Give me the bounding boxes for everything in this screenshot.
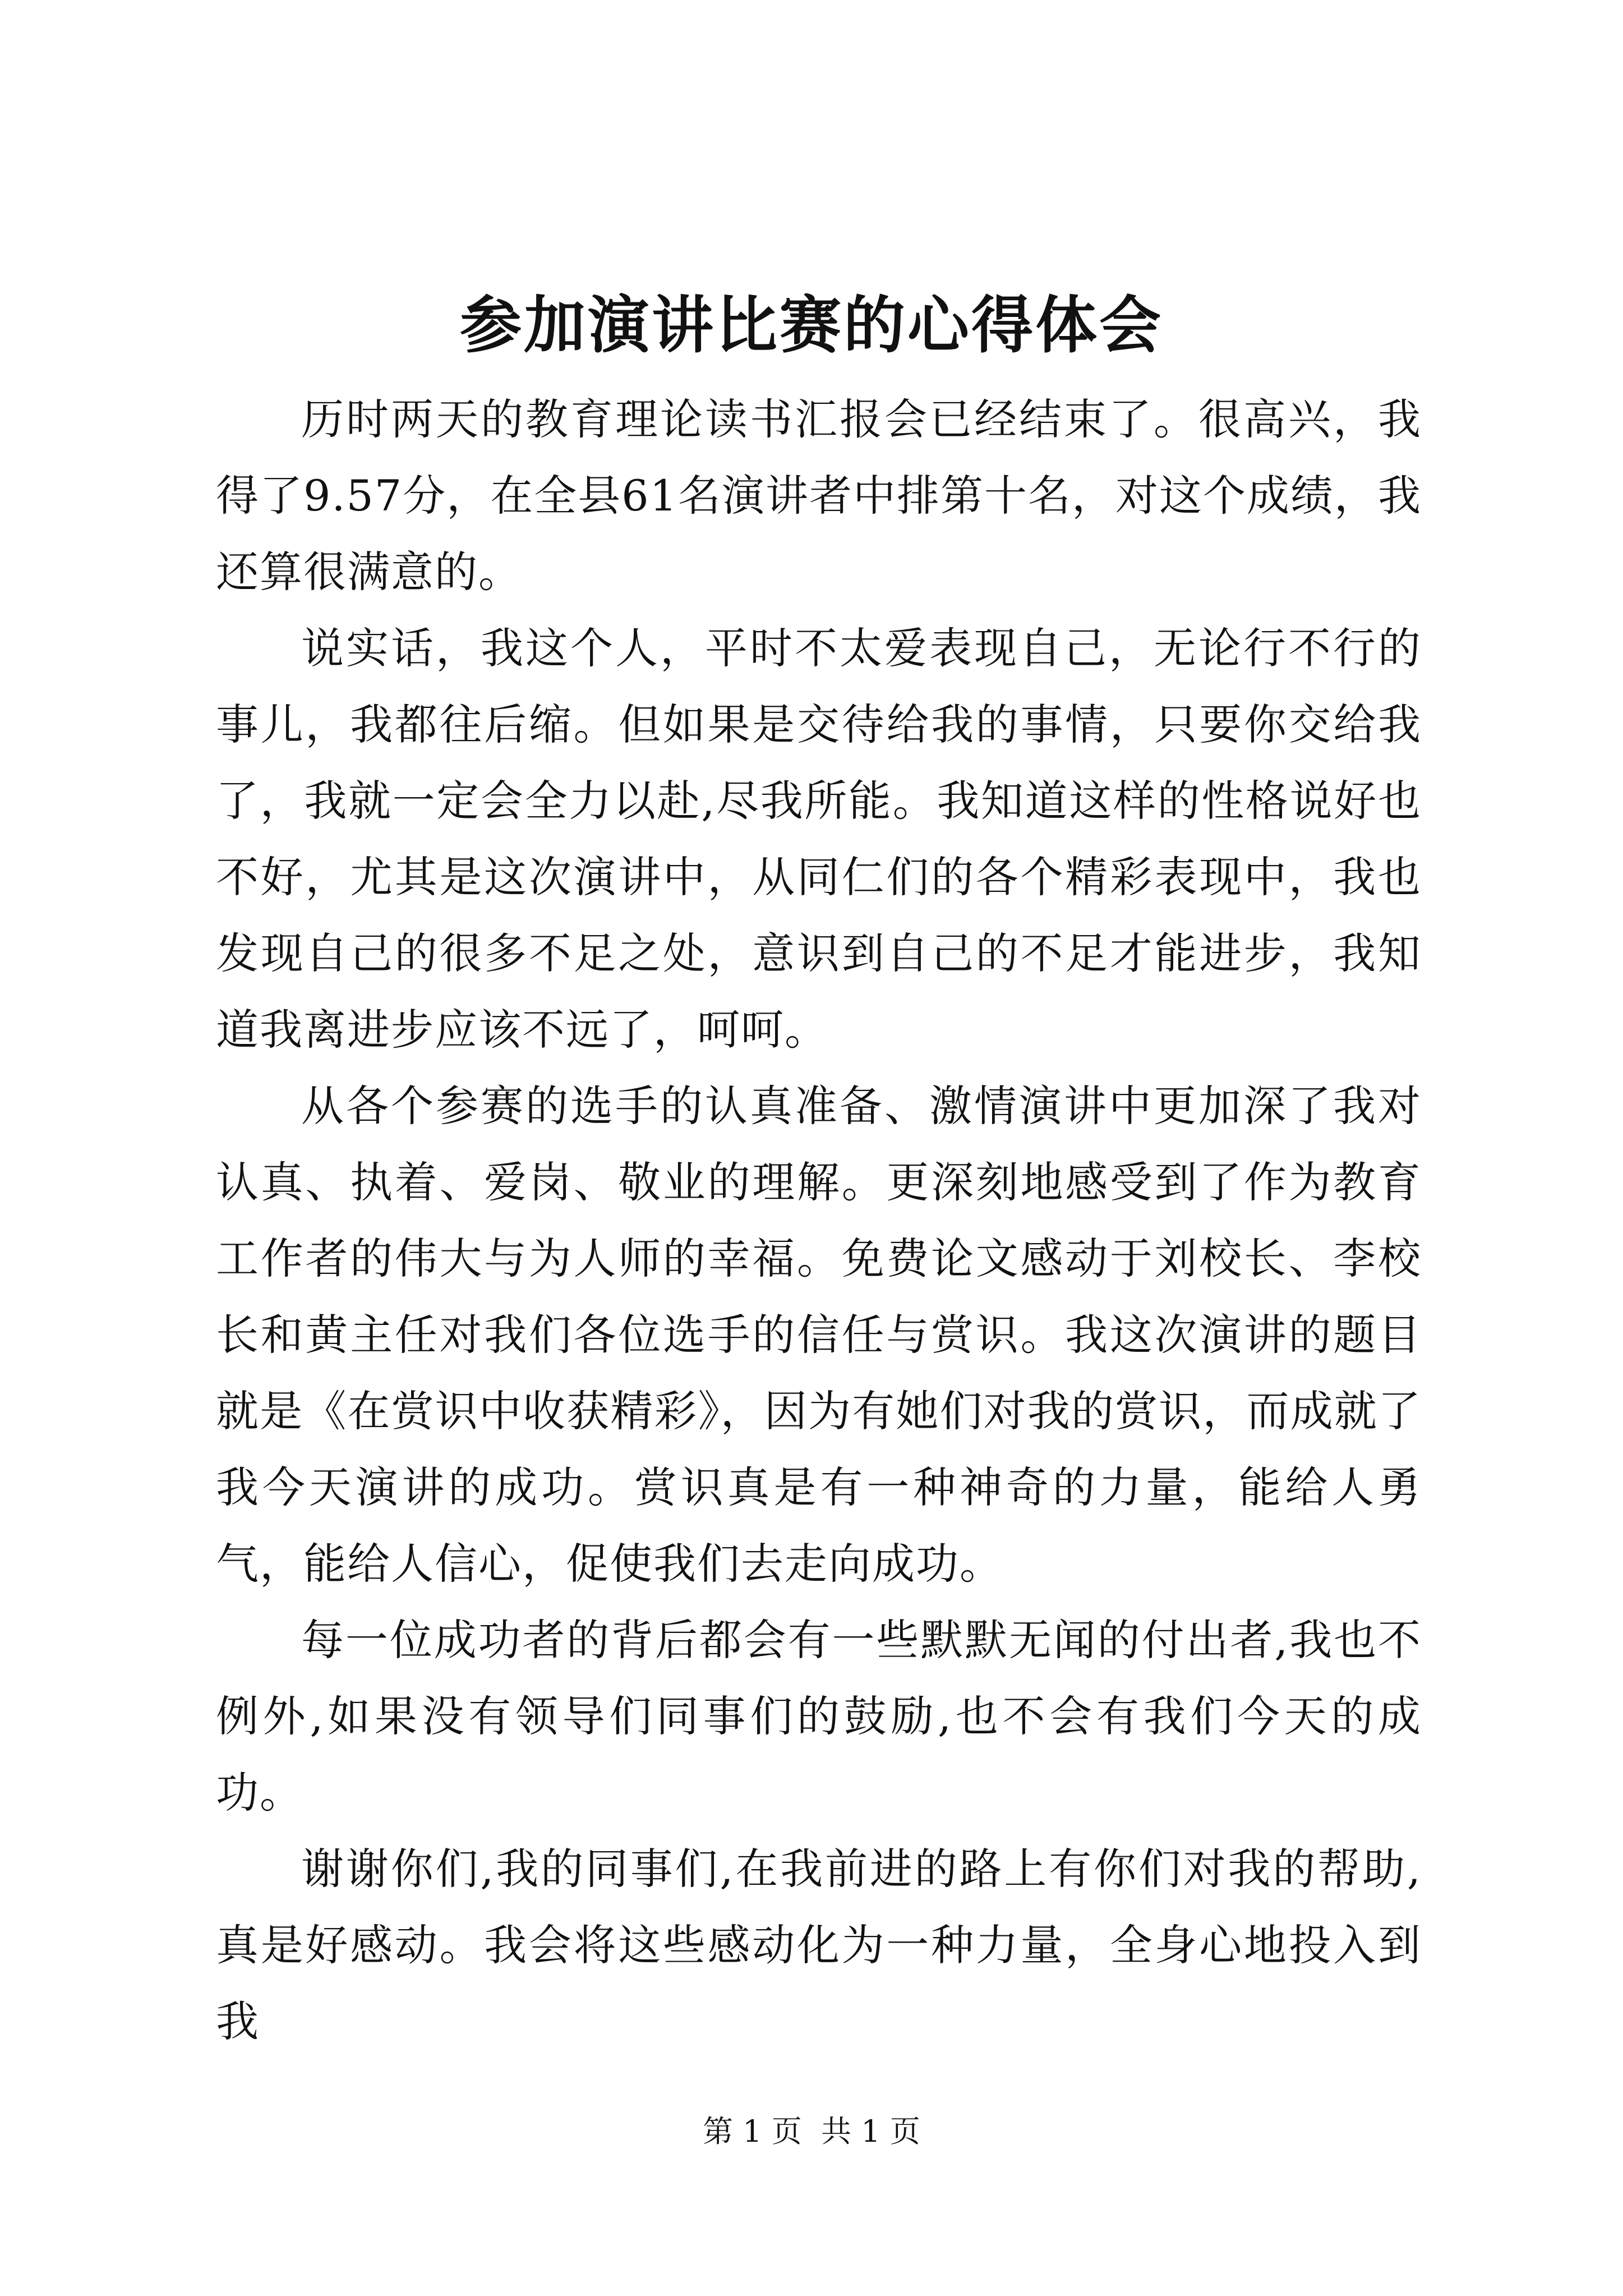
document-title: 参加演讲比赛的心得体会 xyxy=(460,289,1163,361)
page-number-label: 第 1 页 共 1 页 xyxy=(703,2114,920,2149)
page-footer xyxy=(0,2109,1623,2154)
paragraph-1: 历时两天的教育理论读书汇报会已经结束了。很高兴，我得了9.57分，在全县61名演讲者中排第十名，对这个成绩，我还算很满意的。 xyxy=(216,394,1422,597)
paragraph-4: 每一位成功者的背后都会有一些默默无闻的付出者,我也不例外,如果没有领导们同事们的鼓励,也不会有我们今天的成功。 xyxy=(216,1615,1422,1818)
paragraph-3: 从各个参赛的选手的认真准备、激情演讲中更加深了我对认真、执着、爱岗、敬业的理解。更深刻地感受到了作为教育工作者的伟大与为人师的幸福。免费论文感动于刘校长、李校长和黄主任对我们各位选手的信任与赏识。我这次演讲的题目就是《在赏识中收获精彩》，因为有她们对我的赏识，而成就了我今天演讲的成功。赏识真是有一种神奇的力量，能给人勇气，能给人信心，促使我们去走向成功。 xyxy=(216,1081,1422,1589)
document-body xyxy=(216,381,1422,2060)
paragraph-2: 说实话，我这个人，平时不太爱表现自己，无论行不行的事儿，我都往后缩。但如果是交待给我的事情，只要你交给我了，我就一定会全力以赴,尽我所能。我知道这样的性格说好也不好，尤其是这次演讲中，从同仁们的各个精彩表现中，我也发现自己的很多不足之处，意识到自己的不足才能进步，我知道我离进步应该不远了，呵呵。 xyxy=(216,623,1422,1055)
paragraph-5: 谢谢你们,我的同事们,在我前进的路上有你们对我的帮助,真是好感动。我会将这些感动化为一种力量，全身心地投入到我 xyxy=(216,1844,1422,2046)
